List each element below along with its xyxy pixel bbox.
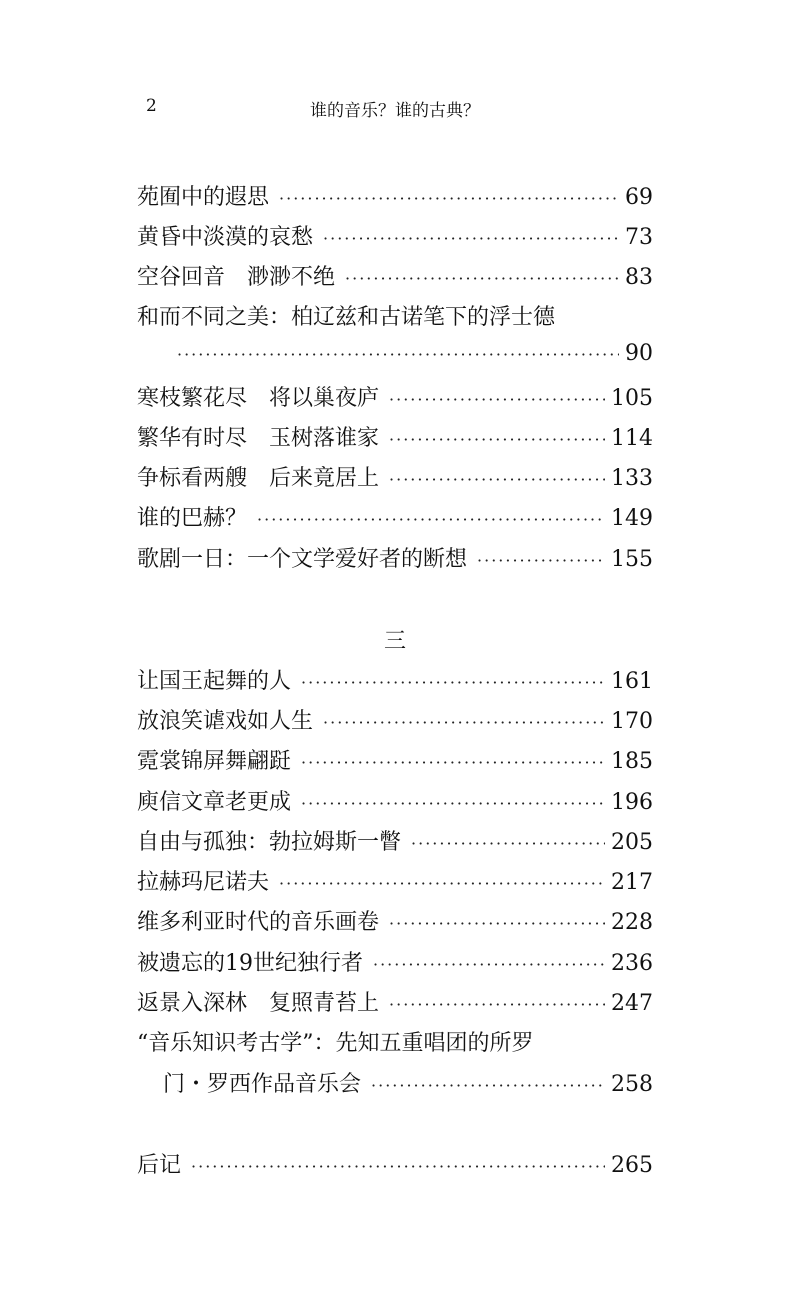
toc-entry-page: 161 (611, 669, 653, 694)
toc-entry-title: 霓裳锦屏舞翩跹 (137, 749, 292, 774)
dot-leader (389, 914, 605, 933)
toc-entry-page: 247 (611, 991, 653, 1016)
toc-entry-title: 争标看两艘 后来竟居上 (137, 466, 380, 491)
dot-leader (389, 430, 605, 449)
toc-entry-title: 和而不同之美：柏辽兹和古诺笔下的浮士德 (137, 305, 556, 330)
dot-leader (177, 345, 619, 364)
toc-entry (137, 180, 653, 214)
dot-leader (373, 955, 605, 974)
toc-entry (137, 785, 653, 819)
toc-entry-title: 黄昏中淡漠的哀愁 (137, 225, 314, 250)
dot-leader (323, 229, 619, 248)
toc-entry-page: 196 (611, 790, 653, 815)
toc-entry-title: 被遗忘的19世纪独行者 (137, 951, 363, 976)
toc-entry-page: 155 (611, 547, 653, 572)
dot-leader (301, 794, 605, 813)
toc-entry (137, 905, 653, 939)
dot-leader (345, 269, 619, 288)
dot-leader (477, 551, 605, 570)
page-number: 2 (146, 96, 157, 116)
toc-entry-title: “音乐知识考古学”：先知五重唱团的所罗 (137, 1031, 534, 1056)
dot-leader (371, 1076, 605, 1095)
toc-entry-page: 185 (611, 749, 653, 774)
dot-leader (301, 673, 605, 692)
toc-entry-title: 返景入深林 复照青苔上 (137, 991, 380, 1016)
dot-leader (389, 470, 605, 489)
toc-entry-page: 90 (625, 341, 653, 366)
toc-entry-title: 繁华有时尽 玉树落谁家 (137, 426, 380, 451)
toc-entry-page: 205 (611, 830, 653, 855)
toc-entry (137, 220, 653, 254)
toc-entry-page: 105 (611, 386, 653, 411)
running-title: 谁的音乐？谁的古典？ (310, 101, 480, 121)
toc-entry-page: 114 (611, 426, 653, 451)
dot-leader (279, 189, 619, 208)
dot-leader (411, 834, 605, 853)
dot-leader (279, 874, 605, 893)
toc-entry-page: 170 (611, 709, 653, 734)
page-header (0, 96, 790, 122)
toc-entry-page: 258 (611, 1072, 653, 1097)
toc-entry (137, 986, 653, 1020)
toc-entry-title: 让国王起舞的人 (137, 669, 292, 694)
toc-entry-title: 后记 (137, 1153, 182, 1178)
toc-entry-page: 133 (611, 466, 653, 491)
dot-leader (191, 1157, 605, 1176)
toc-entry (137, 501, 653, 535)
toc-entry (137, 421, 653, 455)
dot-leader (389, 390, 605, 409)
toc-entry-page: 149 (611, 506, 653, 531)
toc-entry-title: 谁的巴赫？ (137, 506, 248, 531)
section-heading: 三 (383, 629, 406, 654)
toc-entry (137, 704, 653, 738)
toc-entry (137, 825, 653, 859)
toc-entry-title: 苑囿中的遐思 (137, 185, 270, 210)
toc-entry (137, 664, 653, 698)
dot-leader (257, 510, 605, 529)
toc-entry-page: 83 (625, 265, 653, 290)
toc-entry (137, 865, 653, 899)
toc-entry-continuation (163, 1067, 653, 1101)
toc-entry-page: 73 (625, 225, 653, 250)
toc-entry (137, 946, 653, 980)
toc-entry-continuation (177, 341, 653, 375)
toc-entry (137, 461, 653, 495)
toc-entry-title: 拉赫玛尼诺夫 (137, 870, 270, 895)
toc-entry-title: 寒枝繁花尽 将以巢夜庐 (137, 386, 380, 411)
toc-entry-title: 自由与孤独：勃拉姆斯一瞥 (137, 830, 402, 855)
toc-entry-page: 217 (611, 870, 653, 895)
dot-leader (301, 753, 605, 772)
toc-entry-page: 265 (611, 1153, 653, 1178)
toc-entry (137, 744, 653, 778)
toc-entry-page: 69 (625, 185, 653, 210)
toc-entry-title: 歌剧一日：一个文学爱好者的断想 (137, 547, 468, 572)
toc-entry-afterword (137, 1148, 653, 1182)
toc-entry-title: 放浪笑谑戏如人生 (137, 709, 314, 734)
toc-entry-title: 空谷回音 渺渺不绝 (137, 265, 336, 290)
toc-entry-page: 236 (611, 951, 653, 976)
toc-entry-title: 庾信文章老更成 (137, 790, 292, 815)
dot-leader (389, 995, 605, 1014)
toc-entry (137, 542, 653, 576)
toc-entry-title-continued: 门・罗西作品音乐会 (163, 1072, 362, 1097)
toc-entry-page: 228 (611, 910, 653, 935)
dot-leader (323, 713, 605, 732)
toc-entry (137, 381, 653, 415)
toc-entry-title: 维多利亚时代的音乐画卷 (137, 910, 380, 935)
toc-entry (137, 260, 653, 294)
